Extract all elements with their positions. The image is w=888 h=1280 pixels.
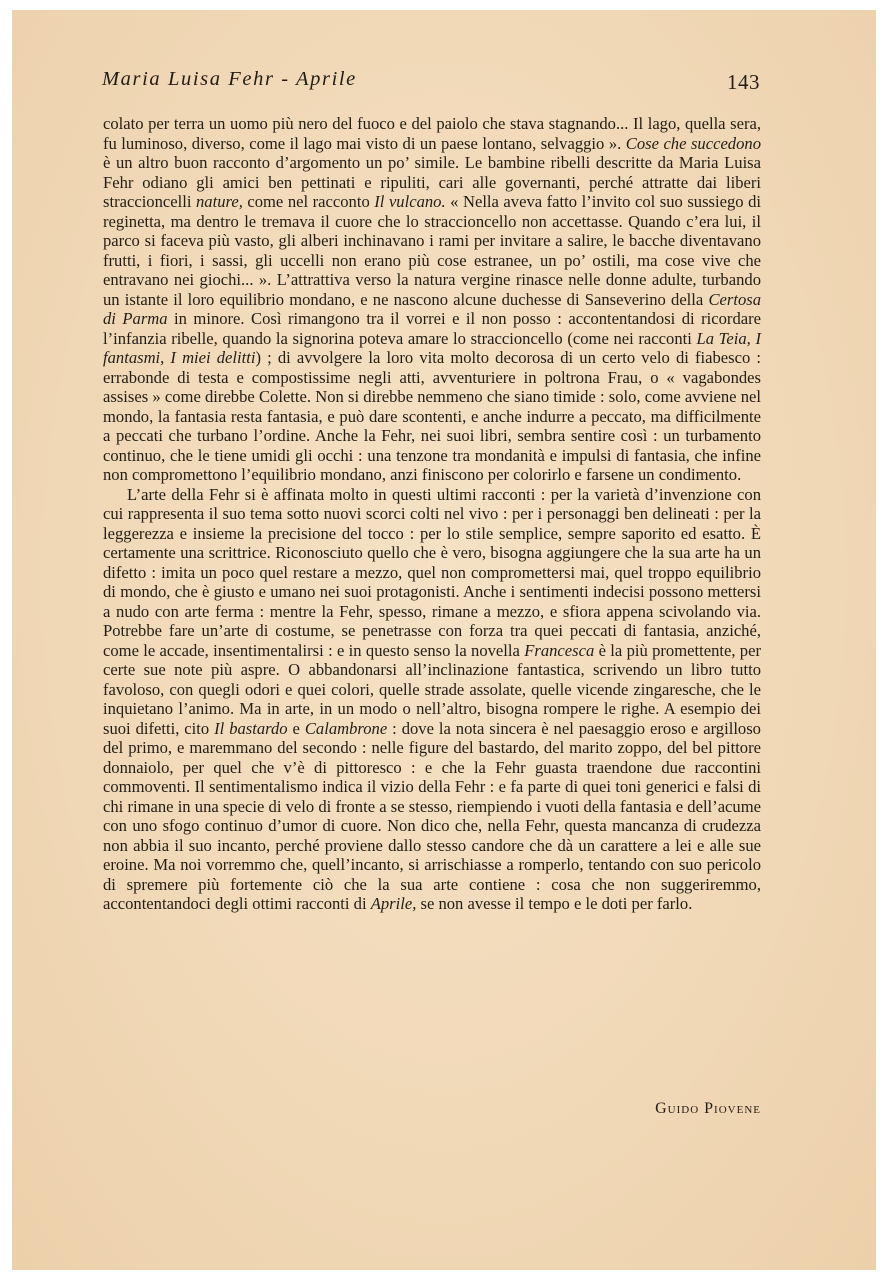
page-number: 143 <box>727 70 760 94</box>
text-run: colato per terra un uomo più nero del fuoco e del paiolo che stava stagnando... Il lago, quella sera, fu luminoso, diverso, come il lago mai visto di un paese lontano, selvaggio ». <box>103 114 761 153</box>
author-signature: Guido Piovene <box>655 1100 761 1117</box>
italic-title: Il bastardo <box>214 718 288 738</box>
text-run: « Nella aveva fatto l’invito col suo sussiego di reginetta, ma dentro le tremava il cuore che lo straccioncello non accettasse. Quando c’era lui, il parco si faceva più vasto, gli alberi inchinavano i rami per invitare a salire, le bacche diventavano frutti, i fiori, i sassi, gli uccelli non erano più cose estranee, un po’ ostili, ma cose vive che entravano nei giochi... ». L’attrattiva verso la natura vergine rinasce nelle donne adulte, turbando un istante il loro equilibrio mondano, e ne nascono alcune duchesse di Sanseverino della <box>103 192 761 309</box>
text-run: è la più promettente, per certe sue note più aspre. O abbandonarsi all’inclinazione fantastica, scrivendo un libro tutto favoloso, con quegli odori e quei colori, quelle strade assolate, quelle vicende zingaresche, che le inquietano l’animo. Ma in arte, in un modo o nell’altro, bisogna rompere le righe. A esempio dei suoi difetti, cito <box>103 640 761 738</box>
text-run: : dove la nota sincera è nel paesaggio eroso e argilloso del primo, e maremmano del secondo : nelle figure del bastardo, del marito zoppo, del bel pittore donnaiolo, per quel che v’è di pittoresco : e che la Fehr guasta traendone due raccontini commoventi. Il sentimentalismo indica il vizio della Fehr : e fa parte di quei toni generici e falsi di chi rimane in una specie di velo di fronte a se stesso, riempiendo i vuoti della fantasia e dell’acume con uno sfogo continuo d’umor di cuore. Non dico che, nella Fehr, questa mancanza di crudezza non abbia il suo incanto, perché proviene dallo stesso candore che dà un carattere a lei e alle sue eroine. Ma noi vorremmo che, quell’incanto, si arrischiasse a romperlo, tentando con suo pericolo di spremere più fortemente ciò che la sua arte contiene : cosa che non suggeriremmo, accontentandoci degli ottimi racconti di <box>103 718 761 913</box>
page-header <box>102 68 760 100</box>
italic-title: La Teia, I fantasmi, I miei delitti <box>103 328 761 367</box>
italic-title: Certosa di Parma <box>103 289 761 328</box>
italic-word: nature, <box>195 192 243 211</box>
paragraph-1 <box>103 114 761 485</box>
text-run: è un altro buon racconto d’argomento un po’ simile. Le bambine ribelli descritte da Maria Luisa Fehr odiano gli amici ben pettinati e ripuliti, cari alle governanti, perché attratte dai liberi straccioncelli <box>103 153 761 211</box>
running-title: Maria Luisa Fehr - Aprile <box>102 68 357 90</box>
italic-title: Calambrone <box>304 718 388 738</box>
paragraph-2 <box>103 485 761 914</box>
italic-title: Il vulcano. <box>374 192 446 211</box>
text-run: e <box>287 718 305 738</box>
text-run: L’arte della Fehr si è affinata molto in questi ultimi racconti : per la varietà d’invenzione con cui rappresenta il suo tema sotto nuovi scorci colti nel vivo : per i personaggi ben delineati : per la leggerezza e insieme la precisione del tocco : per lo stile semplice, sempre saporito ed esatto. È certamente una scrittrice. Riconosciuto quello che è vero, bisogna aggiungere che la sua arte ha un difetto : imita un poco quel restare a mezzo, quel non compromettersi mai, quel troppo equilibrio di mondo, che è giusto e umano nei suoi protagonisti. Anche i sentimenti indecisi possono mettersi a nudo con arte ferma : mentre la Fehr, spesso, rimane a mezzo, e sfiora appena scivolando via. Potrebbe fare un’arte di costume, se penetrasse con forza tra quei peccati di fantasia, anziché, come le accade, insentimentalirsi : e in questo senso la novella <box>103 484 761 660</box>
article-body <box>103 114 761 914</box>
book-page <box>12 10 876 1270</box>
text-run: come nel racconto <box>242 192 375 211</box>
italic-title: Cose che succedono <box>625 133 761 153</box>
italic-title: Aprile, <box>370 894 417 913</box>
italic-title: Francesca <box>524 640 595 660</box>
text-run: se non avesse il tempo e le doti per farlo. <box>416 894 693 913</box>
text-run: ) ; di avvolgere la loro vita molto decorosa di un certo velo di fiabesco : errabonde di testa e compostissime negli atti, avventuriere in poltrona Frau, o « vagabondes assises » come direbbe Colette. Non si direbbe nemmeno che siano timide : solo, come avviene nel mondo, la fantasia resta fantasia, e può dare scontenti, e anche indurre a peccato, ma difficilmente a peccati che turbano l’ordine. Anche la Fehr, nei suoi libri, sembra sentire così : un turbamento continuo, che le tiene umidi gli occhi : una tenzone tra mondanità e impulsi di fantasia, che infine non compromettono l’equilibrio mondano, anzi finiscono per colorirlo e farsene un condimento. <box>103 348 761 484</box>
text-run: in minore. Così rimangono tra il vorrei e il non posso : accontentandosi di ricordare l’infanzia ribelle, quando la signorina poteva amare lo straccioncello (come nei racconti <box>103 309 761 348</box>
